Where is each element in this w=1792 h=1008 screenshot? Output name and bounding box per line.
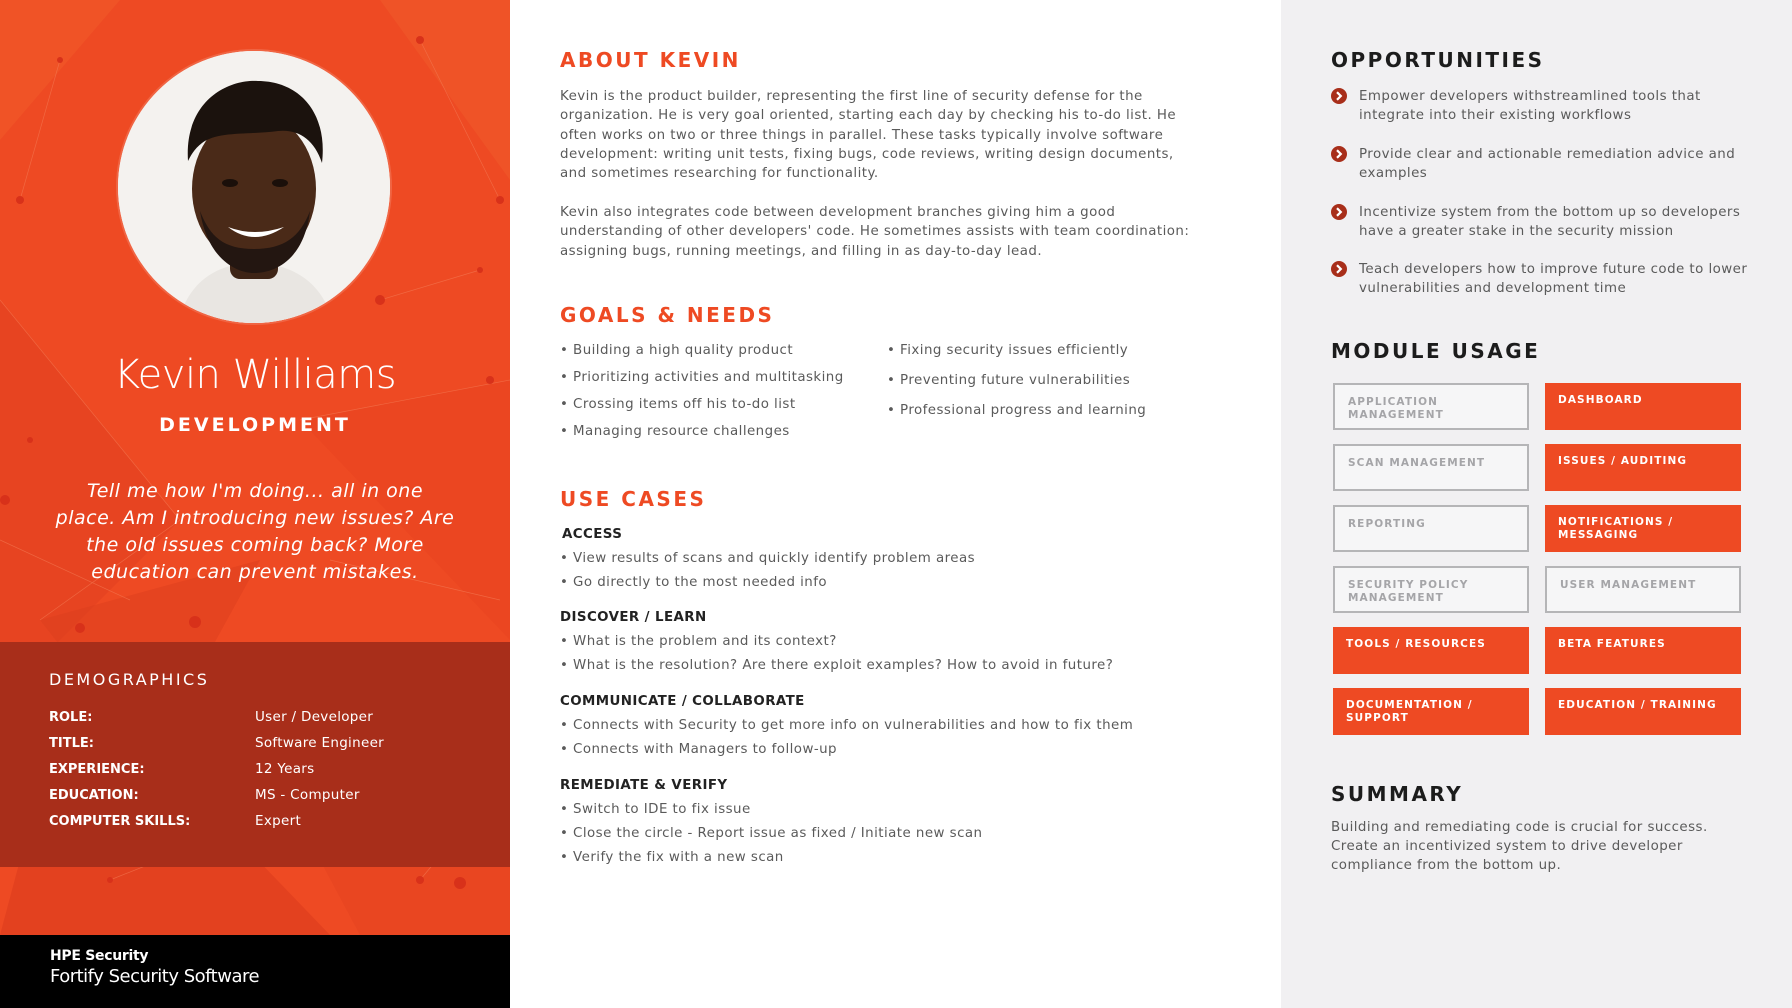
use-case-title: REMEDIATE & VERIFY xyxy=(560,778,728,793)
module-tile: USER MANAGEMENT xyxy=(1545,566,1741,613)
demographics-row xyxy=(49,782,510,808)
use-case-item: • Close the circle - Report issue as fixed / Initiate new scan xyxy=(560,826,983,841)
opportunity-text: Provide clear and actionable remediation advice and examples xyxy=(1359,147,1736,181)
module-tile: SCAN MANAGEMENT xyxy=(1333,444,1529,491)
demographics-key: EDUCATION: xyxy=(49,787,139,803)
module-tile: ISSUES / AUDITING xyxy=(1545,444,1741,491)
module-tile: DOCUMENTATION / SUPPORT xyxy=(1333,688,1529,735)
use-case-group xyxy=(560,693,1133,765)
use-case-group xyxy=(560,609,1113,681)
goals-heading: GOALS & NEEDS xyxy=(560,303,775,327)
demographics-key: TITLE: xyxy=(49,735,94,751)
persona-name: Kevin Williams xyxy=(113,352,397,398)
demographics-value: 12 Years xyxy=(255,761,315,777)
use-case-title: COMMUNICATE / COLLABORATE xyxy=(560,694,805,709)
module-tile: APPLICATION MANAGEMENT xyxy=(1333,383,1529,430)
brand-footer xyxy=(0,935,510,1008)
use-case-item: • Switch to IDE to fix issue xyxy=(560,802,751,817)
goal-item: • Professional progress and learning xyxy=(887,403,1147,418)
goal-item: • Preventing future vulnerabilities xyxy=(887,373,1131,388)
goal-item: • Building a high quality product xyxy=(560,343,794,358)
use-case-title: DISCOVER / LEARN xyxy=(560,610,707,625)
demographics-key: EXPERIENCE: xyxy=(49,761,145,777)
demographics-value: Software Engineer xyxy=(255,735,385,751)
demographics-row xyxy=(49,704,510,730)
use-cases-heading: USE CASES xyxy=(560,487,707,511)
persona-department: DEVELOPMENT xyxy=(159,414,351,436)
goal-item: • Fixing security issues efficiently xyxy=(887,343,1129,358)
avatar xyxy=(118,51,390,323)
brand-name: HPE Security xyxy=(50,948,149,964)
opportunity-item xyxy=(1331,203,1751,241)
opportunity-item xyxy=(1331,145,1751,183)
use-case-item: • What is the resolution? Are there exploit examples? How to avoid in future? xyxy=(560,658,1114,673)
use-case-item: • Connects with Security to get more info on vulnerabilities and how to fix them xyxy=(560,718,1134,733)
opportunity-text: Empower developers withstreamlined tools that integrate into their existing workflows xyxy=(1359,89,1701,123)
goal-item: • Managing resource challenges xyxy=(560,424,790,439)
chevron-circle-right-icon xyxy=(1331,146,1347,162)
goals-list xyxy=(887,343,1146,433)
demographics-key: ROLE: xyxy=(49,709,93,725)
chevron-circle-right-icon xyxy=(1331,88,1347,104)
use-case-title: ACCESS xyxy=(562,527,623,542)
opportunity-text: Teach developers how to improve future code to lower vulnerabilities and development time xyxy=(1359,262,1748,296)
use-case-item: • View results of scans and quickly identify problem areas xyxy=(560,551,976,566)
opportunities-heading: OPPORTUNITIES xyxy=(1331,48,1545,72)
demographics-row xyxy=(49,730,510,756)
details-column xyxy=(510,0,1281,1008)
chevron-circle-right-icon xyxy=(1331,204,1347,220)
module-tile: EDUCATION / TRAINING xyxy=(1545,688,1741,735)
module-tile: SECURITY POLICY MANAGEMENT xyxy=(1333,566,1529,613)
summary-text: Building and remediating code is crucial for success. Create an incentivized system to drive developer compliance from the bottom up. xyxy=(1331,820,1708,873)
persona-panel xyxy=(0,0,510,1008)
opportunity-item xyxy=(1331,260,1751,298)
about-paragraph: Kevin also integrates code between development branches giving him a good understanding of other developers' code. He sometimes assists with team coordination: assigning bugs, running meetings, and filling in as day-to-day lead. xyxy=(560,205,1190,259)
module-tile: TOOLS / RESOURCES xyxy=(1333,627,1529,674)
person-portrait-icon xyxy=(118,51,390,323)
about-paragraph: Kevin is the product builder, representing the first line of security defense for the organization. He is very goal oriented, starting each day by checking his to-do list. He often works on two or three things in parallel. These tasks typically involve software development: writing unit tests, fixing bugs, code reviews, writing design documents, and sometimes researching for functionality. xyxy=(560,89,1177,182)
use-case-item: • Connects with Managers to follow-up xyxy=(560,742,838,757)
persona-quote: Tell me how I'm doing... all in one place. Am I introducing new issues? Are the old issues coming back? More education can prevent mistakes. xyxy=(55,480,455,583)
demographics-value: User / Developer xyxy=(255,709,374,725)
insights-column xyxy=(1281,0,1792,1008)
use-case-item: • Go directly to the most needed info xyxy=(560,575,828,590)
demographics-title: DEMOGRAPHICS xyxy=(49,670,210,689)
demographics-value: MS - Computer xyxy=(255,787,360,803)
goals-list xyxy=(560,343,844,451)
module-usage-heading: MODULE USAGE xyxy=(1331,339,1541,363)
demographics-key: COMPUTER SKILLS: xyxy=(49,813,191,829)
goal-item: • Prioritizing activities and multitasking xyxy=(560,370,844,385)
demographics-row xyxy=(49,756,510,782)
chevron-circle-right-icon xyxy=(1331,261,1347,277)
demographics-value: Expert xyxy=(255,813,302,829)
use-case-item: • What is the problem and its context? xyxy=(560,634,837,649)
module-tile: DASHBOARD xyxy=(1545,383,1741,430)
opportunity-item xyxy=(1331,87,1751,125)
use-case-item: • Verify the fix with a new scan xyxy=(560,850,784,865)
use-case-group xyxy=(560,526,975,598)
module-tile: REPORTING xyxy=(1333,505,1529,552)
brand-product: Fortify Security Software xyxy=(50,966,260,987)
demographics-panel xyxy=(0,642,510,867)
module-tile: NOTIFICATIONS / MESSAGING xyxy=(1545,505,1741,552)
module-tile: BETA FEATURES xyxy=(1545,627,1741,674)
use-case-group xyxy=(560,777,982,873)
about-heading: ABOUT KEVIN xyxy=(560,48,741,72)
summary-heading: SUMMARY xyxy=(1331,782,1464,806)
demographics-row xyxy=(49,808,510,834)
goal-item: • Crossing items off his to-do list xyxy=(560,397,796,412)
opportunity-text: Incentivize system from the bottom up so developers have a greater stake in the security mission xyxy=(1359,205,1741,239)
